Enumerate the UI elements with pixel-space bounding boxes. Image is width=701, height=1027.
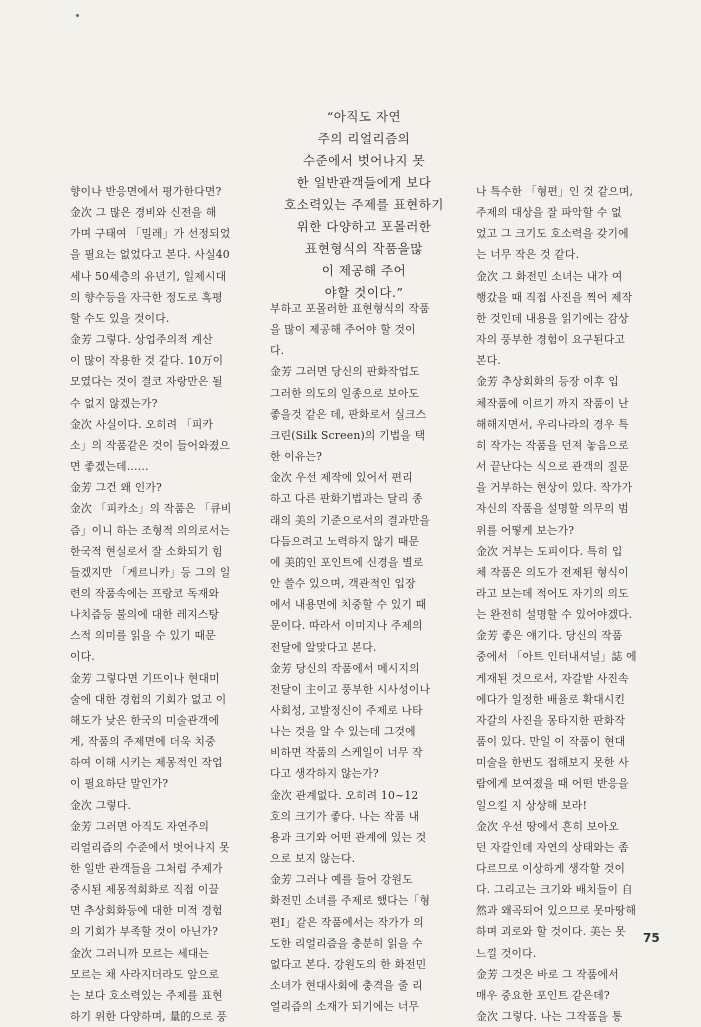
text-line: 그러한 의도의 일종으로 보아도 xyxy=(270,386,420,400)
text-line: 金次 우선 땅에서 흔히 보아오 xyxy=(476,819,619,833)
text-line: 金芳 추상회화의 등장 이후 입 xyxy=(476,375,619,389)
page-number: 75 xyxy=(643,931,660,945)
text-line: 金芳 당신의 작품에서 메시지의 xyxy=(270,661,420,675)
text-line: 부하고 포몰러한 표현형식의 작품 xyxy=(270,302,430,315)
text-line: 을 거부하는 현상이 있다. 작가가 xyxy=(476,481,633,495)
pull-quote-line: 이 제공해 주어 xyxy=(321,263,407,278)
text-line: 나는 것을 알 수 있는데 그것에 xyxy=(270,725,416,739)
text-line: 없다고 본다. 강원도의 한 화전민 xyxy=(270,957,427,971)
text-line: 나치즘등 불의에 대한 레지스탕 xyxy=(70,608,220,622)
text-line: 품이 있다. 만일 이 작품이 현대 xyxy=(476,735,626,749)
text-line: 느낄 것이다. xyxy=(476,946,537,960)
text-line: 게, 작품의 주제면에 더욱 치중 xyxy=(70,735,216,749)
text-line: 술에 대한 경험의 기회가 없고 이 xyxy=(70,692,227,706)
text-line: 면 추상회화등에 대한 미적 경험 xyxy=(70,904,223,918)
text-line: 체 작품은 의도가 전제된 형식이 xyxy=(476,565,629,579)
text-line: 비하면 작품의 스케일이 너무 작 xyxy=(270,746,423,760)
text-line: 한 이유는? xyxy=(270,450,323,464)
text-column-right xyxy=(476,181,663,1027)
text-line: 사회성, 고발정신이 주제로 나타 xyxy=(270,703,423,717)
text-line: 金次 「피카소」의 작품은 「큐비 xyxy=(70,502,232,516)
text-line: 의 기회가 부족할 것이 아닌가? xyxy=(70,925,219,939)
text-line: 행갔을 때 직접 사진을 찍어 제작 xyxy=(476,290,633,304)
text-line: 수 없지 않겠는가? xyxy=(70,396,158,410)
pull-quote-line: 위한 다양하고 포몰러한 xyxy=(296,219,432,234)
pull-quote-line: 한 일반관객들에게 보다 xyxy=(296,175,432,190)
text-line: 하고 다른 판화기법과는 달리 종 xyxy=(270,492,423,506)
text-line: 면 좋겠는데…… xyxy=(70,460,149,474)
text-line: 然과 왜곡되어 있으므로 못마땅해 xyxy=(476,904,637,918)
text-line: 스적 의미를 읽을 수 있기 때문 xyxy=(70,629,216,643)
pull-quote-line: 호소력있는 주제를 표현하기 xyxy=(284,197,444,212)
text-line: 이 필요하단 말인가? xyxy=(70,777,169,791)
text-line: 크린(Silk Screen)의 기법을 택 xyxy=(270,428,426,442)
text-line: 다듬으려고 노력하지 않기 때문 xyxy=(270,534,420,548)
text-line: 주제의 대상을 잘 파악할 수 없 xyxy=(476,206,622,220)
text-line: 소녀가 현대사회에 충격을 줄 리 xyxy=(270,979,423,992)
text-line: 金芳 그것은 바로 그 작품에서 xyxy=(476,967,619,981)
text-line: 을 많이 제공해 주어야 할 것이 xyxy=(270,323,416,337)
print-speck xyxy=(76,14,79,17)
text-line: 서 끝난다는 식으로 관객의 질문 xyxy=(476,460,629,474)
text-line: 하며 괴로와 할 것이다. 美는 못 xyxy=(476,925,626,939)
text-line: 좋을것 같은 데, 판화로서 실크스 xyxy=(270,407,427,421)
text-line: 金芳 좋은 얘기다. 당신의 작품 xyxy=(476,629,623,643)
text-line: 을 필요는 없었다고 본다. 사실40 xyxy=(70,248,230,262)
text-line: 세나 50세층의 유년기, 일제시대 xyxy=(70,269,227,283)
text-line: 金芳 그렇다면 기뜨이나 현대미 xyxy=(70,671,220,685)
text-line: 는 보다 호소력있는 주제를 표현 xyxy=(70,988,223,1002)
text-line: 金芳 그렇다. 상업주의적 계산 xyxy=(70,333,213,347)
text-line: 하여 이해 시키는 제몽적인 작업 xyxy=(70,756,223,770)
text-line: 얼리즘의 소재가 되기에는 너무 xyxy=(270,1000,420,1014)
text-line: 화전민 소녀를 주제로 했다는「형 xyxy=(270,894,431,908)
text-line: 金次 사실이다. 오히려 「피카 xyxy=(70,417,214,431)
text-line: 金次 거부는 도피이다. 특히 입 xyxy=(476,544,623,558)
text-line: 金芳 그러나 예를 들어 강원도 xyxy=(270,873,413,887)
text-line: 이 많이 작용한 것 같다. 10万이 xyxy=(70,354,224,368)
pull-quote-line: 수준에서 벗어나지 못 xyxy=(302,153,426,168)
text-line: 본다. xyxy=(476,354,501,368)
text-line: 는 완전히 설명할 수 있어야겠다. xyxy=(476,608,633,622)
text-line: 에 美的인 포인트에 신경을 별로 xyxy=(270,555,424,569)
text-line: 게재된 것으로서, 자갈밭 사진속 xyxy=(476,671,629,685)
text-line: 가며 구태여 「밀레」가 선정되었 xyxy=(70,227,231,241)
text-line: 해도가 낮은 한국의 미술관객에 xyxy=(70,713,220,727)
pull-quote-line: 주의 리얼리즘의 xyxy=(317,131,411,146)
text-line: 이다. xyxy=(70,650,95,664)
text-line: 한 일반 관객들을 그처럼 주제가 xyxy=(70,862,223,875)
text-line: 중시된 제몽적회화로 직접 이끌 xyxy=(70,883,220,897)
pull-quote-line: 야할 것이다.” xyxy=(324,285,404,300)
text-line: 즘」이니 하는 조형적 의의로서는 xyxy=(70,523,231,537)
text-line: 金次 그렇다. xyxy=(70,798,132,812)
text-line: 다르므로 이상하게 생각할 것이 xyxy=(476,862,626,875)
text-column-middle xyxy=(270,298,456,1017)
text-line: 다. 그리고는 크기와 배치들이 自 xyxy=(476,883,633,897)
text-line: 미술을 한번도 접해보지 못한 사 xyxy=(476,756,629,770)
text-line: 나 특수한 「형편」인 것 같으며, xyxy=(476,185,634,198)
text-line: 에서 내용면에 치중할 수 있기 때 xyxy=(270,598,427,612)
text-line: 할 수도 있을 것이다. xyxy=(70,311,170,325)
text-line: 金次 그렇다. 나는 그작품을 통 xyxy=(476,1010,623,1024)
text-line: 용과 크기와 어떤 관계에 있는 것 xyxy=(270,830,427,844)
text-line: 람에게 보여졌을 때 어떤 반응을 xyxy=(476,777,629,791)
text-line: 으로 보지 않는다. xyxy=(270,852,356,866)
text-line: 래의 美의 기준으로서의 결과만을 xyxy=(270,513,431,527)
text-line: 리얼리즘의 수준에서 벗어나지 못 xyxy=(70,840,230,854)
pull-quote-line: “아직도 자연 xyxy=(326,109,402,124)
text-line: 金次 관계없다. 오히려 10~12 xyxy=(270,788,419,802)
text-line: 소」의 작품같은 것이 들어와졌으 xyxy=(70,438,231,452)
text-line: 편Ⅰ」같은 작품에서는 작가가 의 xyxy=(270,915,424,929)
text-line: 중에서 「아트 인터내셔널」誌 에 xyxy=(476,650,637,664)
text-line: 안 쓸수 있으며, 객관적인 입장 xyxy=(270,577,416,591)
text-line: 해해지면서, 우리나라의 경우 특 xyxy=(476,417,629,431)
text-line: 었고 그 크기도 호소력을 갖기에 xyxy=(476,227,629,241)
text-line: 전달에 알맞다고 본다. xyxy=(270,640,377,654)
text-line: 金芳 그러면 아직도 자연주의 xyxy=(70,819,210,833)
text-line: 호의 크기가 좋다. 나는 작품 내 xyxy=(270,809,420,823)
text-line: 던 자갈인데 자연의 상태와는 좀 xyxy=(476,840,629,854)
pull-quote-line: 표현형식의 작품을많 xyxy=(305,241,423,256)
text-line: 金次 그 많은 경비와 신전을 해 xyxy=(70,206,217,220)
text-line: 위를 어떻게 보는가? xyxy=(476,523,575,537)
text-line: 체작품에 이르기 까지 작품이 난 xyxy=(476,396,629,410)
text-line: 들겠지만 「게르니카」등 그의 일 xyxy=(70,565,231,579)
text-line: 의 향수등을 자극한 정도로 혹평 xyxy=(70,290,223,304)
text-line: 金次 우선 제작에 있어서 편리 xyxy=(270,471,413,485)
text-line: 련의 작품속에는 프랑코 독재와 xyxy=(70,586,220,600)
text-line: 다. xyxy=(270,344,285,358)
text-line: 하기 위한 다양하며, 量的으로 풍 xyxy=(70,1010,228,1024)
text-line: 라고 보는데 적어도 자기의 의도 xyxy=(476,586,629,600)
text-line: 자신의 작품을 설명할 의무의 범 xyxy=(476,502,629,516)
text-line: 전달이 主이고 풍부한 시사성이나 xyxy=(270,682,431,696)
text-line: 한 것인데 내용을 읽기에는 감상 xyxy=(476,311,629,325)
text-line: 일으킬 지 상상해 보라! xyxy=(476,798,588,812)
text-line: 도한 리얼리즘을 충분히 읽을 수 xyxy=(270,936,423,950)
text-line: 金芳 그러면 당신의 판화작업도 xyxy=(270,365,420,379)
text-column-left xyxy=(70,181,252,1027)
text-line: 자의 풍부한 경험이 요구된다고 xyxy=(476,333,626,347)
text-line: 모였다는 것이 결코 자랑만은 될 xyxy=(70,375,223,389)
text-line: 는 너무 작은 것 같다. xyxy=(476,248,580,262)
text-line: 자갈의 사진을 몽타지한 판화작 xyxy=(476,713,626,727)
text-line: 모르는 채 사라지더라도 앞으로 xyxy=(70,967,220,981)
text-line: 히 작가는 작품을 던져 놓음으로 xyxy=(476,438,629,452)
text-line: 金次 그러니까 모르는 세대는 xyxy=(70,946,210,960)
text-line: 金次 그 화전민 소녀는 내가 여 xyxy=(476,269,623,283)
text-line: 金芳 그건 왜 인가? xyxy=(70,481,163,495)
text-line: 한국적 현실로서 잘 소화되기 힘 xyxy=(70,544,223,558)
text-line: 매우 중요한 포인트 같은데? xyxy=(476,988,610,1002)
text-line: 향이나 반응면에서 평가한다면? xyxy=(70,185,222,198)
pull-quote xyxy=(262,106,466,304)
text-line: 에다가 일정한 배율로 확대시킨 xyxy=(476,692,626,706)
text-line: 문이다. 따라서 이미지나 주제의 xyxy=(270,619,423,633)
text-line: 다고 생각하지 않는가? xyxy=(270,767,379,781)
